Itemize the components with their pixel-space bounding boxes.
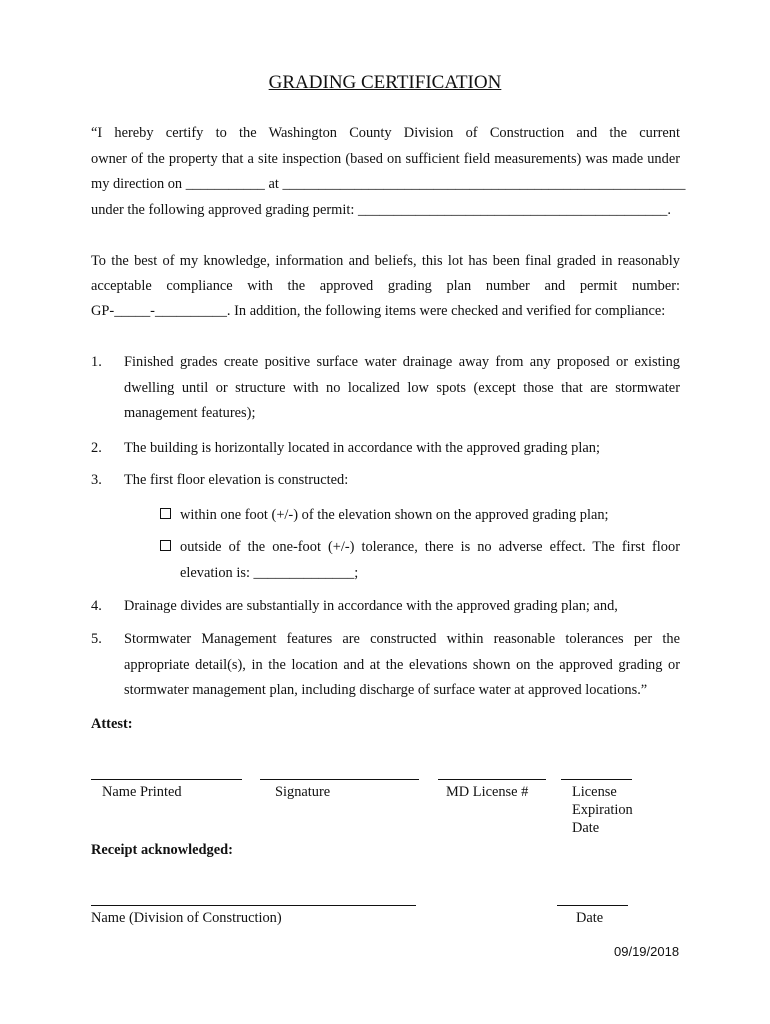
- checkbox-icon[interactable]: [160, 508, 171, 519]
- document-title: GRADING CERTIFICATION: [268, 72, 502, 93]
- item-number-1: 1.: [91, 354, 102, 370]
- receipt-heading: Receipt acknowledged:: [91, 842, 233, 858]
- receipt-date-line[interactable]: [557, 905, 628, 906]
- option-outside-tolerance: [160, 539, 680, 556]
- item-4-line-1: Drainage divides are substantially in accordance with the approved grading plan; and,: [124, 598, 618, 614]
- signature-line[interactable]: [260, 779, 419, 780]
- compliance-line-2: acceptable compliance with the approved grading plan number and permit number:: [91, 278, 680, 294]
- item-1-line-1: Finished grades create positive surface water drainage away from any proposed or existing: [124, 354, 680, 370]
- license-expiration-label-3: Date: [572, 820, 600, 836]
- item-number-3: 3.: [91, 472, 102, 488]
- license-expiration-label-2: Expiration: [572, 802, 633, 818]
- checkbox-icon[interactable]: [160, 540, 171, 551]
- license-expiration-label-1: License: [572, 784, 617, 800]
- compliance-line-1: To the best of my knowledge, information and beliefs, this lot has been final graded in reasonably: [91, 253, 680, 269]
- item-3-line-1: The first floor elevation is constructed:: [124, 472, 349, 488]
- certification-line-2: owner of the property that a site inspection (based on sufficient field measurements) was made under: [91, 151, 680, 167]
- certification-line-3: my direction on ___________ at ________________________________________________________: [91, 176, 686, 192]
- attest-heading: Attest:: [91, 716, 133, 732]
- receipt-date-label: Date: [576, 910, 604, 926]
- footer-date: 09/19/2018: [614, 944, 680, 959]
- option-within-tolerance: [160, 507, 609, 524]
- option-outside-tolerance-line-2: elevation is: ______________;: [180, 565, 359, 581]
- certification-line-4: under the following approved grading permit: ___________________________________________.: [91, 202, 671, 218]
- item-5-line-3: stormwater management plan, including discharge of surface water at approved locations.”: [124, 682, 648, 698]
- md-license-label: MD License #: [446, 784, 529, 800]
- item-5-line-2: appropriate detail(s), in the location and at the elevations shown on the approved grading or: [124, 657, 680, 673]
- item-number-5: 5.: [91, 631, 102, 647]
- md-license-line[interactable]: [438, 779, 546, 780]
- name-printed-label: Name Printed: [102, 784, 182, 800]
- signature-label: Signature: [275, 784, 331, 800]
- license-expiration-line[interactable]: [561, 779, 632, 780]
- division-name-label: Name (Division of Construction): [91, 910, 282, 926]
- item-2-line-1: The building is horizontally located in accordance with the approved grading plan;: [124, 440, 600, 456]
- item-1-line-2: dwelling until or structure with no localized low spots (except those that are stormwater: [124, 380, 680, 396]
- item-1-line-3: management features);: [124, 405, 256, 421]
- option-within-tolerance-text: within one foot (+/-) of the elevation shown on the approved grading plan;: [180, 507, 609, 523]
- item-number-4: 4.: [91, 598, 102, 614]
- option-outside-tolerance-text: outside of the one-foot (+/-) tolerance, there is no adverse effect. The first floor: [180, 539, 680, 555]
- item-number-2: 2.: [91, 440, 102, 456]
- name-printed-line[interactable]: [91, 779, 242, 780]
- item-5-line-1: Stormwater Management features are constructed within reasonable tolerances per the: [124, 631, 680, 647]
- division-name-line[interactable]: [91, 905, 416, 906]
- compliance-line-3: GP-_____-__________. In addition, the following items were checked and verified for compliance:: [91, 303, 666, 319]
- certification-line-1: “I hereby certify to the Washington County Division of Construction and the current: [91, 125, 680, 141]
